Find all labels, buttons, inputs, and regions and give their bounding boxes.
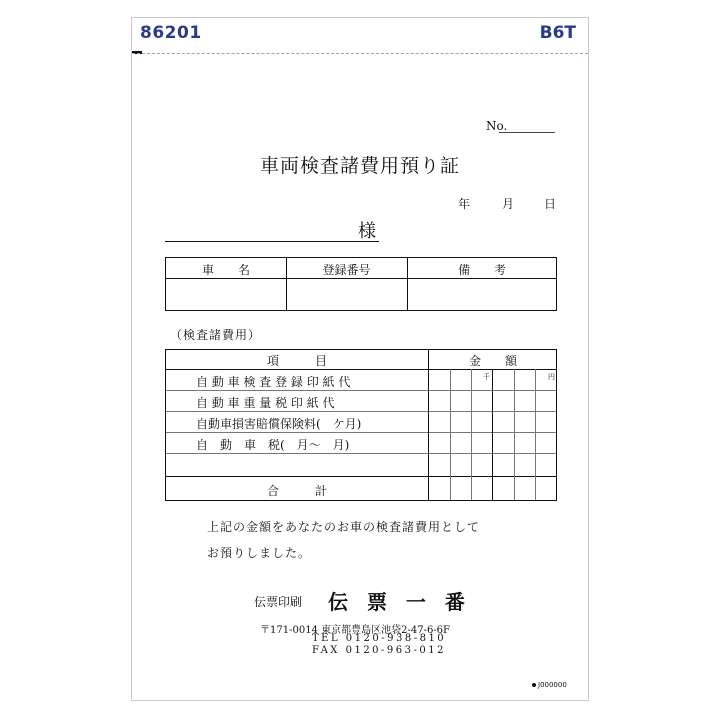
column-header-vehicle-name: 車 名 (201, 263, 250, 277)
fee-item-label: 自 動 車 重 量 税 印 紙 代 (196, 396, 335, 410)
column-header-item: 項 目 (266, 354, 327, 368)
company-prefix: 伝票印刷 (254, 595, 303, 609)
note-line: 上記の金額をあなたのお車の検査諸費用として (207, 520, 481, 534)
perforation-line (132, 53, 588, 54)
note-line: お預りしました。 (207, 546, 312, 560)
date-day-label: 日 (544, 197, 557, 211)
number-label: No. (486, 119, 508, 133)
table-rule (514, 369, 515, 500)
unit-thousand: 千 (483, 373, 490, 381)
table-rule (166, 411, 556, 412)
company-fax: FAX 0120-963-012 (312, 645, 446, 656)
table-rule (166, 453, 556, 454)
total-label: 合 計 (266, 484, 327, 498)
column-header-registration-number: 登録番号 (322, 263, 371, 277)
table-rule (166, 476, 556, 477)
company-name: 伝 票 一 番 (328, 590, 471, 614)
fee-item-label: 自 動 車 検 査 登 録 印 紙 代 (196, 375, 351, 389)
recipient-honorific: 様 (358, 221, 376, 242)
recipient-name-line[interactable] (165, 241, 379, 242)
product-code: 86201 (140, 23, 202, 43)
date-year-label: 年 (458, 197, 471, 211)
table-rule (471, 369, 472, 500)
page-title: 車両検査諸費用預り証 (259, 155, 460, 177)
table-rule (450, 369, 451, 500)
table-rule (535, 369, 536, 500)
vehicle-info-table (165, 257, 557, 311)
company-address: 〒171-0014 東京都豊島区池袋2-47-6-6F (260, 625, 450, 636)
table-rule (166, 369, 556, 370)
section-label: （検査諸費用） (170, 328, 262, 342)
bullet-icon (532, 683, 536, 687)
fee-item-label: 自動車損害賠償保険料( ケ月) (196, 417, 362, 431)
table-rule (166, 432, 556, 433)
date-month-label: 月 (502, 197, 515, 211)
table-rule (428, 350, 429, 500)
table-rule (166, 278, 556, 279)
header-band (132, 18, 588, 54)
form-code (532, 681, 567, 689)
unit-yen: 円 (548, 373, 555, 381)
form-code-text: J000000 (538, 681, 567, 689)
number-field-line[interactable] (499, 132, 555, 133)
fee-item-label: 自 動 車 税( 月～ 月) (196, 438, 350, 452)
table-rule (492, 369, 493, 500)
size-code: B6T (539, 23, 576, 43)
company-tel: TEL 0120-938-810 (312, 633, 447, 644)
table-rule (166, 390, 556, 391)
column-header-amount: 金 額 (468, 354, 517, 368)
voucher-sheet (131, 17, 589, 701)
fee-table (165, 349, 557, 501)
column-header-remarks: 備 考 (457, 263, 506, 277)
